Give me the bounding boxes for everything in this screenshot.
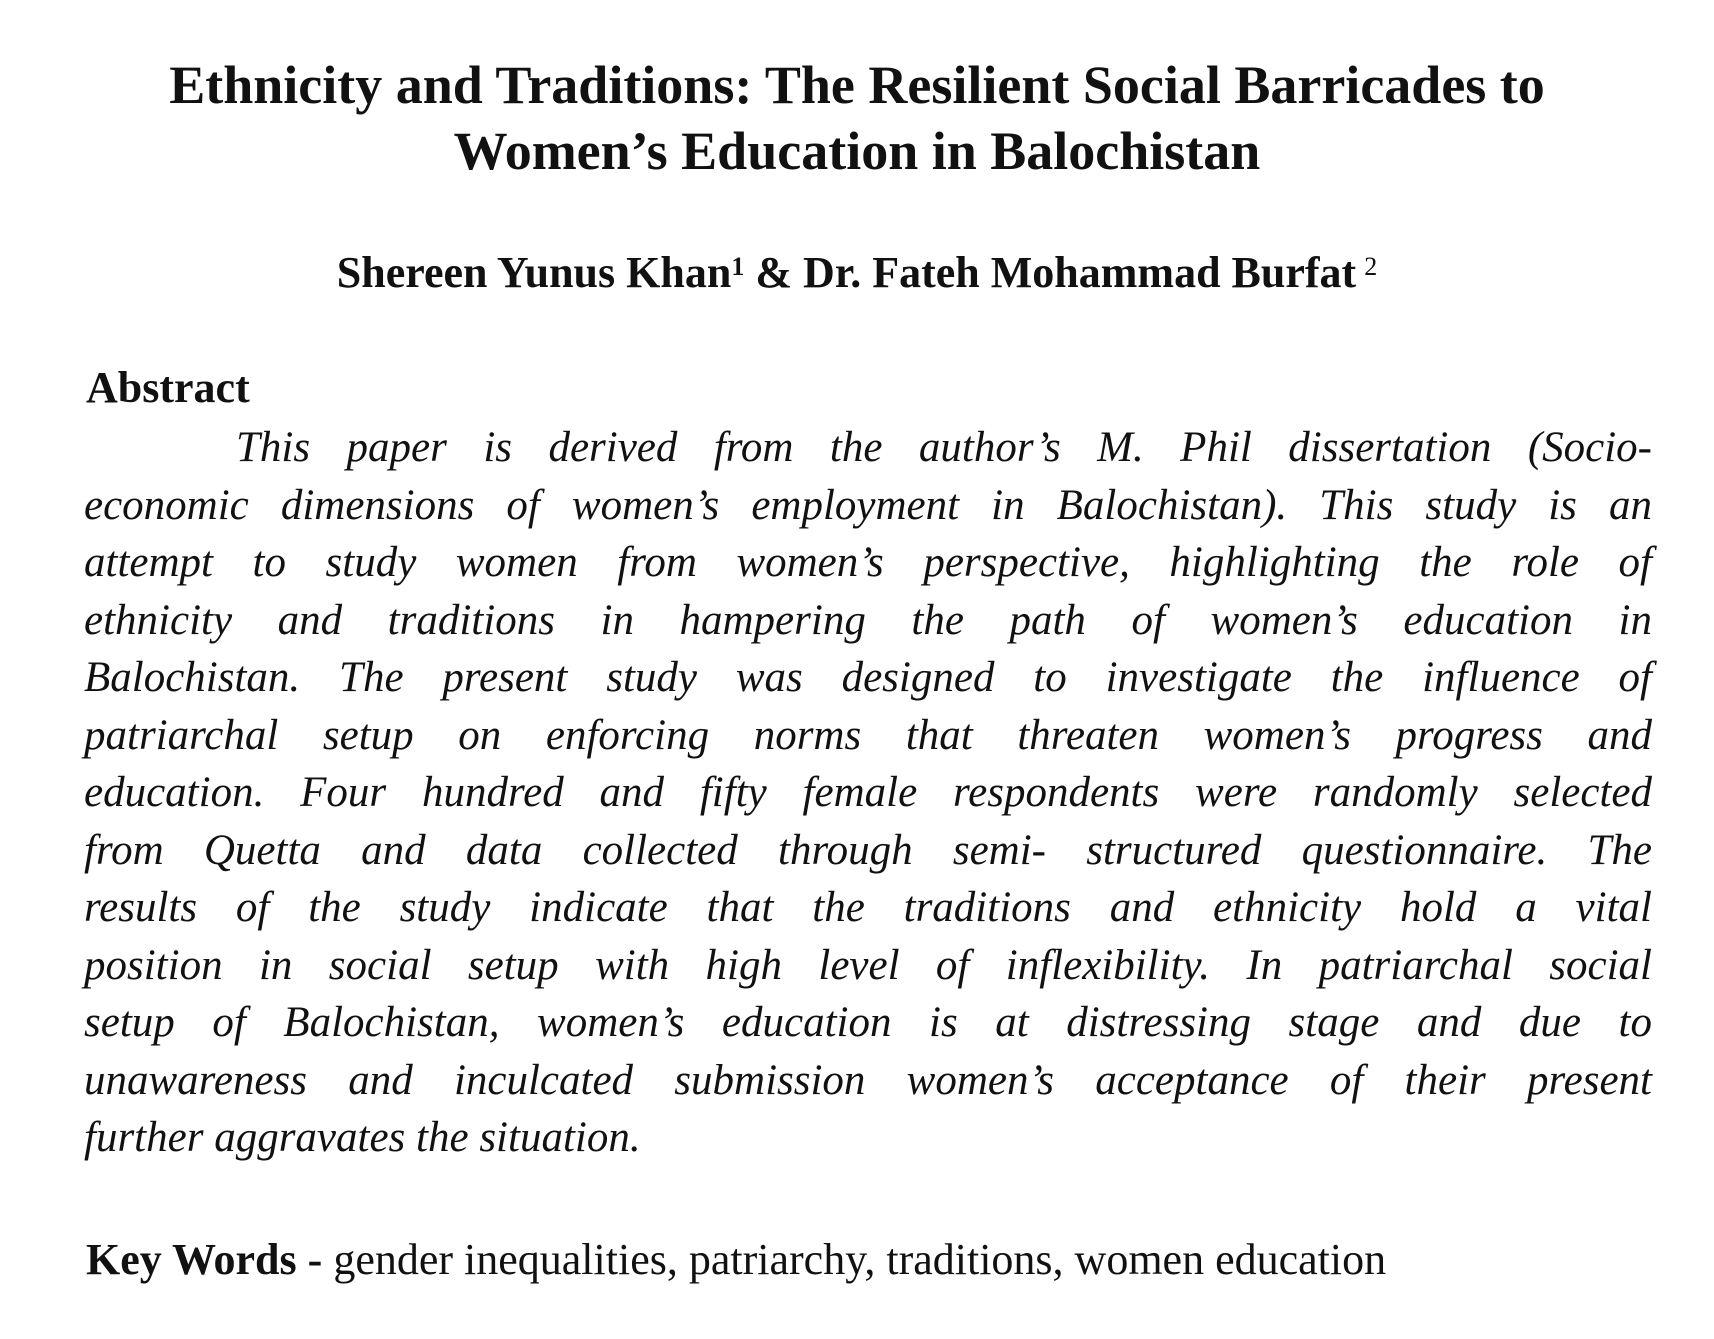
abstract-line: setup of Balochistan, women’s education is at distressing stage and due to xyxy=(84,999,1652,1046)
author-connector: & xyxy=(744,248,803,297)
abstract-line: from Quetta and data collected through semi- structured questionnaire. The xyxy=(84,826,1652,874)
author-affiliation-2: 2 xyxy=(1364,252,1378,281)
title-line-2: Women’s Education in Balochistan xyxy=(453,121,1261,181)
abstract-body xyxy=(84,419,1652,1167)
abstract-line: education. Four hundred and fifty female respondents were randomly selected xyxy=(84,769,1652,816)
abstract-heading: Abstract xyxy=(86,363,250,412)
abstract-line: further aggravates the situation. xyxy=(84,1114,641,1161)
author-list xyxy=(60,245,1654,301)
keywords-label: Key Words - xyxy=(86,1235,334,1284)
abstract-line: unawareness and inculcated submission women’s acceptance of their present xyxy=(84,1056,1652,1104)
keywords-text: gender inequalities, patriarchy, traditions, women education xyxy=(333,1235,1387,1284)
abstract-line: economic dimensions of women’s employment in Balochistan). This study is an xyxy=(84,481,1652,529)
author-name-2: Dr. Fateh Mohammad Burfat xyxy=(802,248,1357,297)
abstract-line: results of the study indicate that the traditions and ethnicity hold a vital xyxy=(84,884,1652,931)
abstract-line: Balochistan. The present study was designed to investigate the influence of xyxy=(84,654,1652,701)
abstract-line: This paper is derived from the author’s M. Phil dissertation (Socio- xyxy=(236,424,1652,471)
title-line-1: Ethnicity and Traditions: The Resilient Social Barricades to xyxy=(169,55,1545,115)
author-affiliation-1: 1 xyxy=(731,252,745,281)
abstract-line: patriarchal setup on enforcing norms that threaten women’s progress and xyxy=(84,711,1652,759)
keywords xyxy=(86,1232,1386,1288)
author-name-1: Shereen Yunus Khan xyxy=(336,248,732,297)
abstract-line: ethnicity and traditions in hampering the path of women’s education in xyxy=(84,596,1652,644)
abstract-line: attempt to study women from women’s perspective, highlighting the role of xyxy=(84,539,1652,586)
paper-title xyxy=(60,52,1654,184)
abstract-line: position in social setup with high level of inflexibility. In patriarchal social xyxy=(84,941,1652,989)
